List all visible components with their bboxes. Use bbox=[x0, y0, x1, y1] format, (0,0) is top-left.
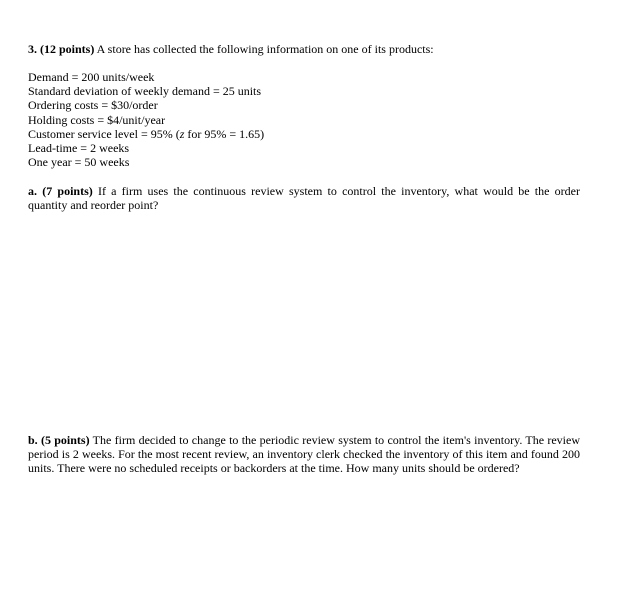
question-number-points: 3. (12 points) bbox=[28, 42, 95, 56]
given-item-lead-time: Lead-time = 2 weeks bbox=[28, 141, 130, 156]
given-item-year-weeks: One year = 50 weeks bbox=[28, 155, 130, 170]
question-intro: A store has collected the following information on one of its products: bbox=[94, 42, 434, 56]
given-item-service-level: Customer service level = 95% (z for 95% = 1.65) bbox=[28, 126, 265, 141]
given-data-list bbox=[28, 70, 580, 169]
part-a-label: a. (7 points) bbox=[28, 184, 93, 199]
given-item-demand: Demand = 200 units/week bbox=[28, 70, 155, 84]
part-b-label: b. (5 points) bbox=[28, 433, 90, 448]
given-item-ordering-cost: Ordering costs = $30/order bbox=[28, 98, 158, 113]
given-item-holding-cost: Holding costs = $4/unit/year bbox=[28, 112, 166, 127]
part-a-text: If a firm uses the continuous review system to control the inventory, what would be the order quantity and reorder point? bbox=[28, 184, 580, 213]
document-page bbox=[28, 42, 580, 475]
question-heading bbox=[28, 42, 580, 56]
given-item-std-dev: Standard deviation of weekly demand = 25 units bbox=[28, 84, 262, 99]
z-variable: z bbox=[179, 126, 185, 141]
part-b bbox=[28, 433, 580, 475]
part-a bbox=[28, 184, 580, 212]
part-b-text: The firm decided to change to the periodic review system to control the item's inventory. The review period is 2 weeks. For the most recent review, an inventory clerk checked the inventory of this item and found 200 units. There were no scheduled receipts or backorders at the time. How many units should be ordered? bbox=[28, 433, 581, 476]
